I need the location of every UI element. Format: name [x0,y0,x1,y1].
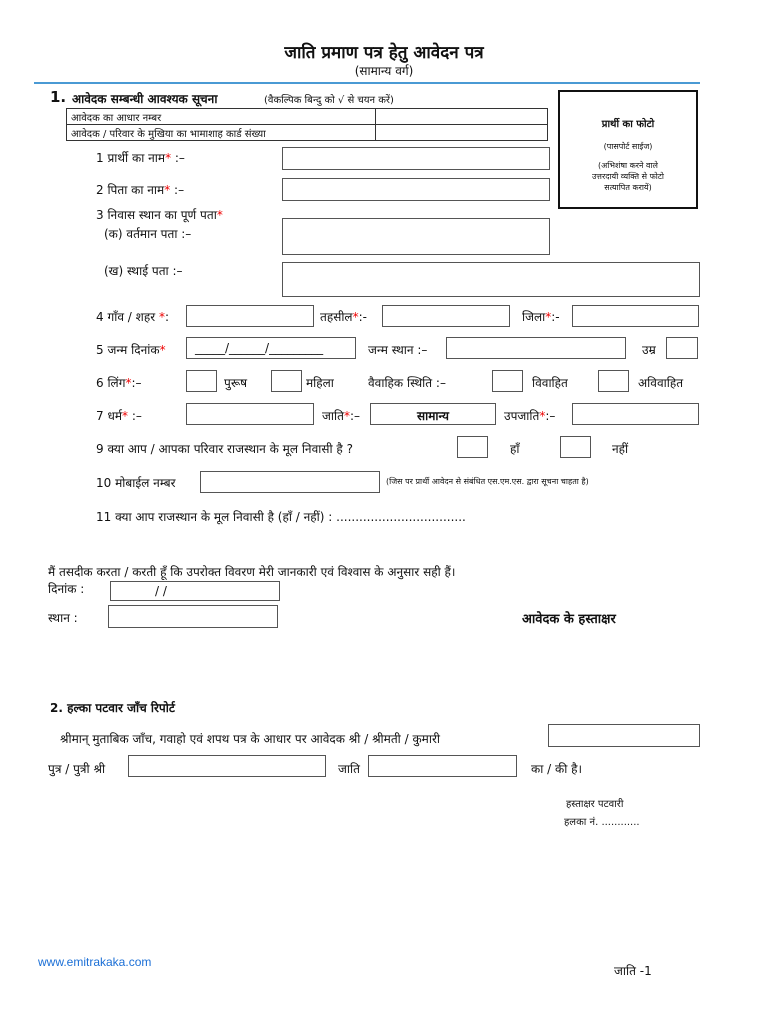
father-name-input[interactable] [282,178,550,201]
required-mark: * [159,343,166,357]
q11-text: 11 क्या आप राजस्थान के मूल निवासी है (हाँ / नहीं) : .................................. [96,510,466,524]
patwari-signature-label: हस्ताक्षर पटवारी [566,799,624,810]
current-address-input[interactable] [282,218,550,255]
male-checkbox[interactable] [186,370,217,392]
section2-heading: 2. हल्का पटवार जाँच रिपोर्ट [50,701,175,715]
required-mark: * [165,151,172,165]
header-rule [34,82,700,84]
son-daughter-label: पुत्र / पुत्री श्री [48,762,106,776]
birthplace-label: जन्म स्थान :– [368,343,428,357]
place-label: स्थान : [48,611,78,625]
caste-label: जाति*:– [322,409,361,423]
id-table [66,108,548,141]
marital-label: वैवाहिक स्थिति :– [368,376,446,390]
section1-note: (वैकल्पिक बिन्दु को √ से चयन करें) [264,95,394,106]
required-mark: * [216,208,223,222]
photo-size: (पासपोर्ट साईज) [603,142,653,151]
male-label: पुरूष [224,376,248,390]
mobile-label: 10 मोबाईल नम्बर [96,476,176,490]
required-mark: * [545,310,552,324]
photo-title: प्रार्थी का फोटो [601,119,655,130]
subcaste-label: उपजाति*:– [504,409,556,423]
permanent-address-label: (ख) स्थाई पता :– [104,264,183,278]
married-label: विवाहित [532,376,568,390]
photo-note-1: (अभिशंषा करने वाले [598,161,658,170]
required-mark: * [539,409,546,423]
village-label: 4 गाँव / शहर *: [96,310,169,324]
age-label: उम्र [642,343,656,357]
place-input[interactable] [108,605,278,628]
district-label: जिला*:- [522,310,560,324]
religion-label: 7 धर्म* :– [96,409,142,423]
female-checkbox[interactable] [271,370,302,392]
village-input[interactable] [186,305,314,327]
mobile-note: (जिस पर प्रार्थी आवेदन से संबंधित एस.एम.एस. द्वारा सूचना चाहता है) [386,477,589,486]
applicant-name-input[interactable] [282,147,550,170]
form-subtitle: (सामान्य वर्ग) [354,64,414,78]
native-question: 9 क्या आप / आपका परिवार राजस्थान के मूल निवासी है ? [96,442,353,456]
ka-ki-label: का / की है। [531,762,583,776]
required-mark: * [158,310,165,324]
applicant-signature-label: आवेदक के हस्ताक्षर [522,612,616,627]
photo-note-3: सत्यापित करायें) [604,183,652,192]
patwari-caste-label: जाति [338,762,360,776]
required-mark: * [352,310,359,324]
mobile-input[interactable] [200,471,380,493]
subcaste-input[interactable] [572,403,699,425]
bhamashah-input[interactable] [376,125,548,141]
native-yes-label: हाँ [510,442,520,456]
section1-number: 1. [50,88,67,106]
form-title: जाति प्रमाण पत्र हेतु आवेदन पत्र [284,43,484,63]
bhamashah-label: आवेदक / परिवार के मुखिया का भामाशाह कार्ड संख्या [67,125,376,141]
section1-heading: आवेदक सम्बन्धी आवश्यक सूचना [72,92,218,106]
birthplace-input[interactable] [446,337,626,359]
tehsil-label: तहसील*:- [320,310,367,324]
gender-label: 6 लिंग*:– [96,376,142,390]
applicant-name-patwari-input[interactable] [548,724,700,747]
female-label: महिला [306,376,334,390]
married-checkbox[interactable] [492,370,523,392]
current-address-label: (क) वर्तमान पता :– [104,227,192,241]
required-mark: * [125,376,132,390]
district-input[interactable] [572,305,699,327]
age-input[interactable] [666,337,698,359]
photo-box[interactable] [558,90,698,209]
required-mark: * [343,409,350,423]
permanent-address-input[interactable] [282,262,700,297]
patwari-caste-input[interactable] [368,755,517,777]
aadhaar-input[interactable] [376,109,548,125]
unmarried-checkbox[interactable] [598,370,629,392]
website-link[interactable]: www.emitrakaka.com [38,955,152,969]
native-yes-checkbox[interactable] [457,436,488,458]
date-label: दिनांक : [48,582,85,596]
declaration-text: मैं तसदीक करता / करती हूँ कि उपरोक्त विवरण मेरी जानकारी एवं विश्वास के अनुसार सही हैं। [48,565,456,579]
page-label: जाति -1 [614,964,652,978]
patwari-line1: श्रीमान् मुताबिक जाँच, गवाहो एवं शपथ पत्र के आधार पर आवेदक श्री / श्रीमती / कुमारी [60,732,440,746]
caste-input[interactable]: सामान्य [370,403,496,425]
aadhaar-label: आवेदक का आधार नम्बर [67,109,376,125]
dob-input[interactable]: _____/______/_________ [186,337,356,359]
native-no-checkbox[interactable] [560,436,591,458]
religion-input[interactable] [186,403,314,425]
required-mark: * [164,183,171,197]
native-no-label: नहीं [612,442,629,456]
address-label: 3 निवास स्थान का पूर्ण पता* [96,208,223,222]
date-input[interactable]: / / [110,581,280,601]
father-name-label: 2 पिता का नाम* :– [96,183,185,197]
dob-label: 5 जन्म दिनांक* [96,343,166,357]
required-mark: * [122,409,129,423]
applicant-name-label: 1 प्रार्थी का नाम* :– [96,151,185,165]
photo-note-2: उत्तरदायी व्यक्ति से फोटो [592,172,664,181]
unmarried-label: अविवाहित [638,376,684,390]
tehsil-input[interactable] [382,305,510,327]
parent-name-input[interactable] [128,755,326,777]
halka-number-label: हलका नं. ............ [564,817,640,828]
